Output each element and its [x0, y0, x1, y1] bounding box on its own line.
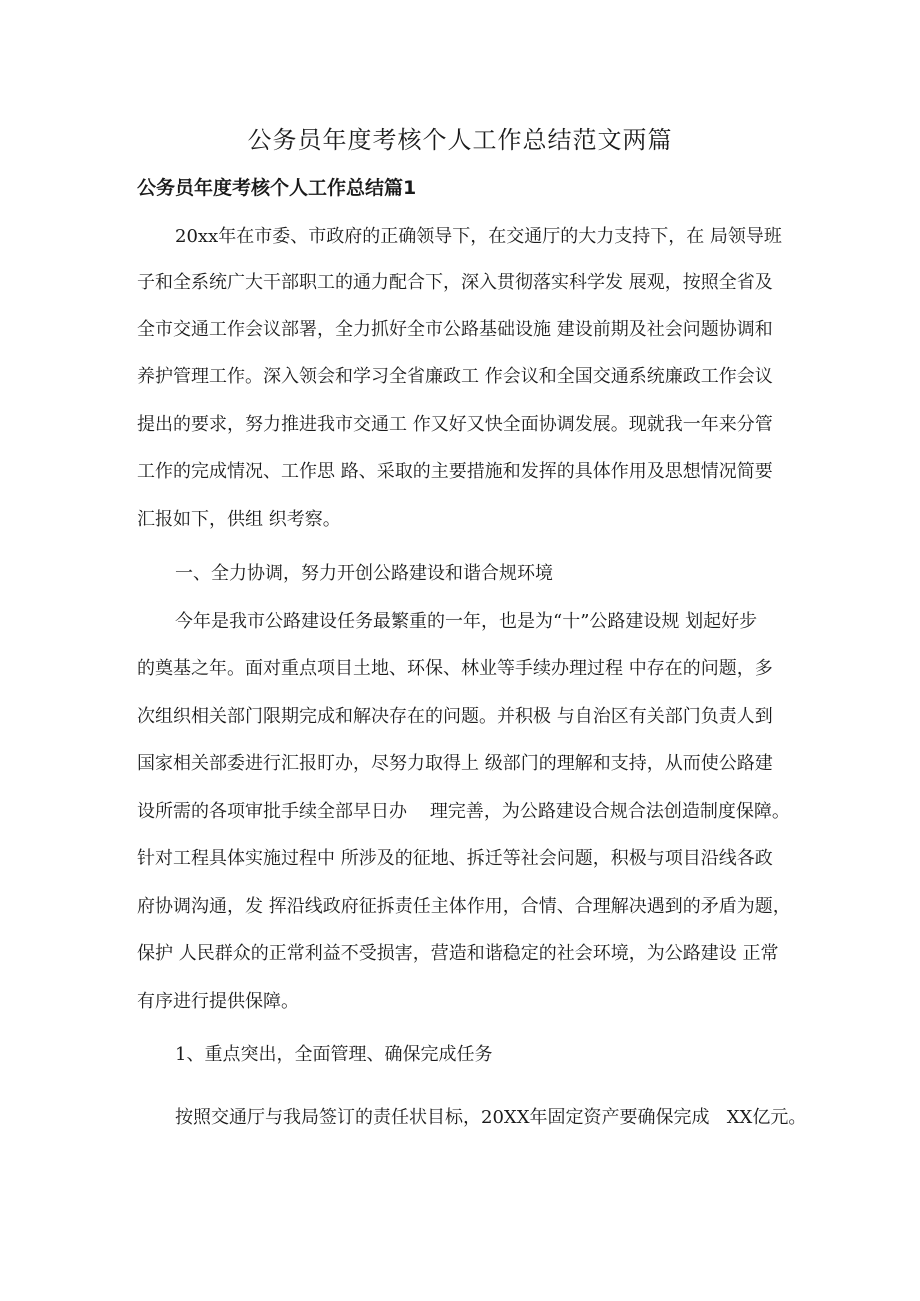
paragraph-line: 府协调沟通，发 挥沿线政府征拆责任主体作用，合情、合理解决遇到的矛盾为题， [137, 896, 791, 917]
paragraph-line: 提出的要求，努力推进我市交通工 作又好又快全面协调发展。现就我一年来分管 [137, 414, 773, 435]
paragraph-line: 全市交通工作会议部署，全力抓好全市公路基础设施 建设前期及社会问题协调和 [137, 319, 773, 340]
paragraph-line: 工作的完成情况、工作思 路、采取的主要措施和发挥的具体作用及思想情况简要 [137, 461, 773, 482]
paragraph-line: 设所需的各项审批手续全部早日办 理完善，为公路建设合规合法创造制度保障。 [137, 801, 790, 822]
paragraph-line: 养护管理工作。深入领会和学习全省廉政工 作会议和全国交通系统廉政工作会议 [137, 366, 773, 387]
paragraph-line: 国家相关部委进行汇报盯办，尽努力取得上 级部门的理解和支持，从而使公路建 [137, 753, 773, 774]
paragraph-line: 保护 人民群众的正常利益不受损害，营造和谐稳定的社会环境，为公路建设 正常 [137, 943, 779, 964]
document-title: 公务员年度考核个人工作总结范文两篇 [247, 126, 673, 154]
paragraph-line: 汇报如下，供组 织考察。 [137, 509, 341, 530]
paragraph-line: 次组织相关部门限期完成和解决存在的问题。并积极 与自治区有关部门负责人到 [137, 706, 773, 727]
paragraph-line: 按照交通厅与我局签订的责任状目标，20XX年固定资产要确保完成 XX亿元。 [175, 1107, 807, 1128]
subsection-heading: 1、重点突出，全面管理、确保完成任务 [175, 1044, 493, 1065]
paragraph-line: 有序进行提供保障。 [137, 991, 299, 1012]
section-heading: 公务员年度考核个人工作总结篇1 [137, 177, 417, 199]
paragraph-line: 针对工程具体实施过程中 所涉及的征地、拆迁等社会问题，积极与项目沿线各政 [137, 848, 773, 869]
paragraph-line: 20xx年在市委、市政府的正确领导下，在交通厅的大力支持下，在 局领导班 [175, 226, 782, 247]
paragraph-line: 今年是我市公路建设任务最繁重的一年，也是为“十”公路建设规 划起好步 [175, 611, 758, 632]
paragraph-line: 的奠基之年。面对重点项目土地、环保、林业等手续办理过程 中存在的问题，多 [137, 658, 773, 679]
subsection-heading: 一、全力协调，努力开创公路建设和谐合规环境 [175, 563, 553, 584]
paragraph-line: 子和全系统广大干部职工的通力配合下，深入贯彻落实科学发 展观，按照全省及 [137, 272, 773, 293]
